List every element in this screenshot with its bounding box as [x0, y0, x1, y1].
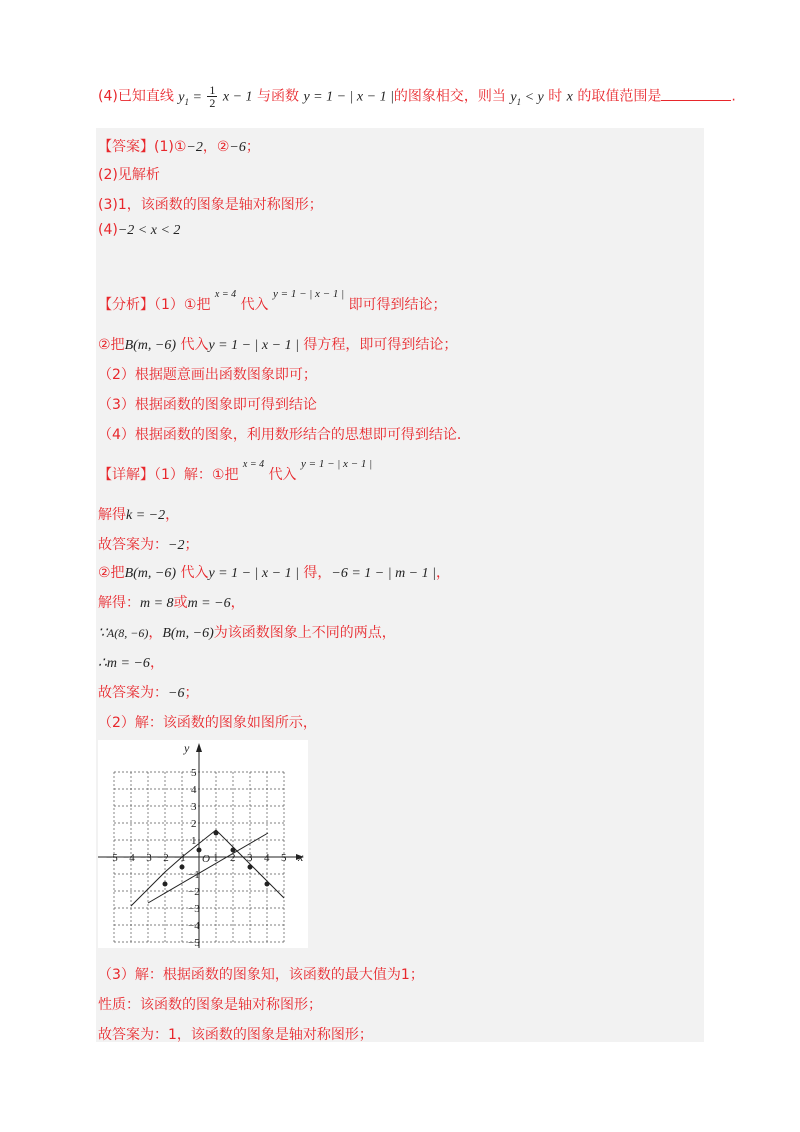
- y-axis-arrow-icon: [196, 743, 202, 752]
- analysis-line-5: （4）根据函数的图象，利用数形结合的思想即可得到结论．: [98, 427, 471, 443]
- detail-line-9: （2）解：该函数的图象如图所示，: [98, 715, 317, 731]
- analysis-line-4: （3）根据函数的图象即可得到结论: [98, 397, 317, 413]
- analysis-line-1: 【分析】（1）①把 $^{x = 4}$ 代入 $^{y = 1 - | x - 1 |}$ 即可得到结论；: [98, 288, 447, 313]
- question-4: (4)已知直线 $y_1$ = $\frac{1}{2}$ x − 1 与函数 y = 1 − | x − 1 |的图象相交，则当 $y_1 < y$ 时 x 的取值范围是 .: [98, 83, 736, 110]
- y-tick-label: 1: [191, 835, 197, 847]
- x-tick-label: −2: [157, 852, 169, 864]
- answer-line-1: 【答案】(1)①−2，②−6；: [98, 139, 260, 155]
- detail-line-11: 性质：该函数的图象是轴对称图形；: [98, 997, 322, 1013]
- x-tick-label: −3: [140, 852, 152, 864]
- point-0-0: [197, 848, 202, 853]
- detail-line-8: 故答案为：−6；: [98, 685, 199, 701]
- x-tick-label: −5: [106, 852, 118, 864]
- y-tick-label: 5: [191, 767, 197, 779]
- point-1-1: [214, 831, 219, 836]
- detail-line-3: 故答案为：−2；: [98, 537, 199, 553]
- point-neg1-neg1: [180, 865, 185, 870]
- y-axis-label: y: [184, 741, 190, 755]
- x-axis-label: x: [298, 850, 304, 864]
- y-tick-label: −2: [188, 886, 200, 898]
- y-tick-label: −5: [188, 937, 200, 948]
- point-neg2-neg2: [163, 882, 168, 887]
- detail-line-12: 故答案为：1，该函数的图象是轴对称图形；: [98, 1027, 373, 1043]
- answer-line-2: (2)见解析: [98, 167, 160, 183]
- x-tick-label: −4: [123, 852, 135, 864]
- fraction-one-half: $\frac{1}{2}$: [209, 83, 216, 110]
- detail-line-2: 解得k = −2，: [98, 507, 180, 523]
- x-tick-label: 3: [247, 852, 253, 864]
- y-tick-label: −4: [188, 920, 200, 932]
- answer-blank: [661, 88, 731, 101]
- answer-line-4: (4)−2 < x < 2: [98, 222, 181, 238]
- analysis-line-2: ②把B(m, −6) 代入y = 1 − | x − 1 | 得方程，即可得到结论；: [98, 337, 458, 353]
- function-graph: [98, 740, 308, 948]
- x-tick-label: 4: [264, 852, 270, 864]
- detail-line-4: ②把B(m, −6) 代入y = 1 − | x − 1 | 得，−6 = 1 − | m − 1 |，: [98, 565, 450, 581]
- answer-line-3: (3)1，该函数的图象是轴对称图形；: [98, 197, 323, 213]
- y-tick-label: 4: [191, 784, 197, 796]
- detail-line-5: 解得：m = 8或m = −6，: [98, 595, 245, 611]
- x-tick-label: 1: [213, 852, 219, 864]
- point-3-neg1: [248, 865, 253, 870]
- point-2-0: [231, 848, 236, 853]
- y-tick-label: 3: [191, 801, 197, 813]
- y-tick-label: −1: [188, 869, 200, 881]
- graph-svg: [98, 740, 308, 948]
- x-tick-label: −1: [174, 852, 186, 864]
- detail-line-7: ∴m = −6，: [98, 655, 164, 671]
- y-tick-label: −3: [188, 903, 200, 915]
- analysis-line-3: （2）根据题意画出函数图象即可；: [98, 367, 317, 383]
- detail-line-6: ∵A(8, −6)，B(m, −6)为该函数图象上不同的两点，: [98, 625, 396, 641]
- point-4-neg2: [265, 882, 270, 887]
- detail-line-1: 【详解】（1）解：①把 $^{x = 4}$ 代入 $^{y = 1 - | x - 1 |}$: [98, 458, 373, 483]
- y-tick-label: 2: [191, 818, 197, 830]
- origin-label: O: [202, 853, 210, 865]
- x-tick-label: 2: [230, 852, 236, 864]
- x-tick-label: 5: [281, 852, 287, 864]
- detail-line-10: （3）解：根据函数的图象知，该函数的最大值为1；: [98, 967, 424, 983]
